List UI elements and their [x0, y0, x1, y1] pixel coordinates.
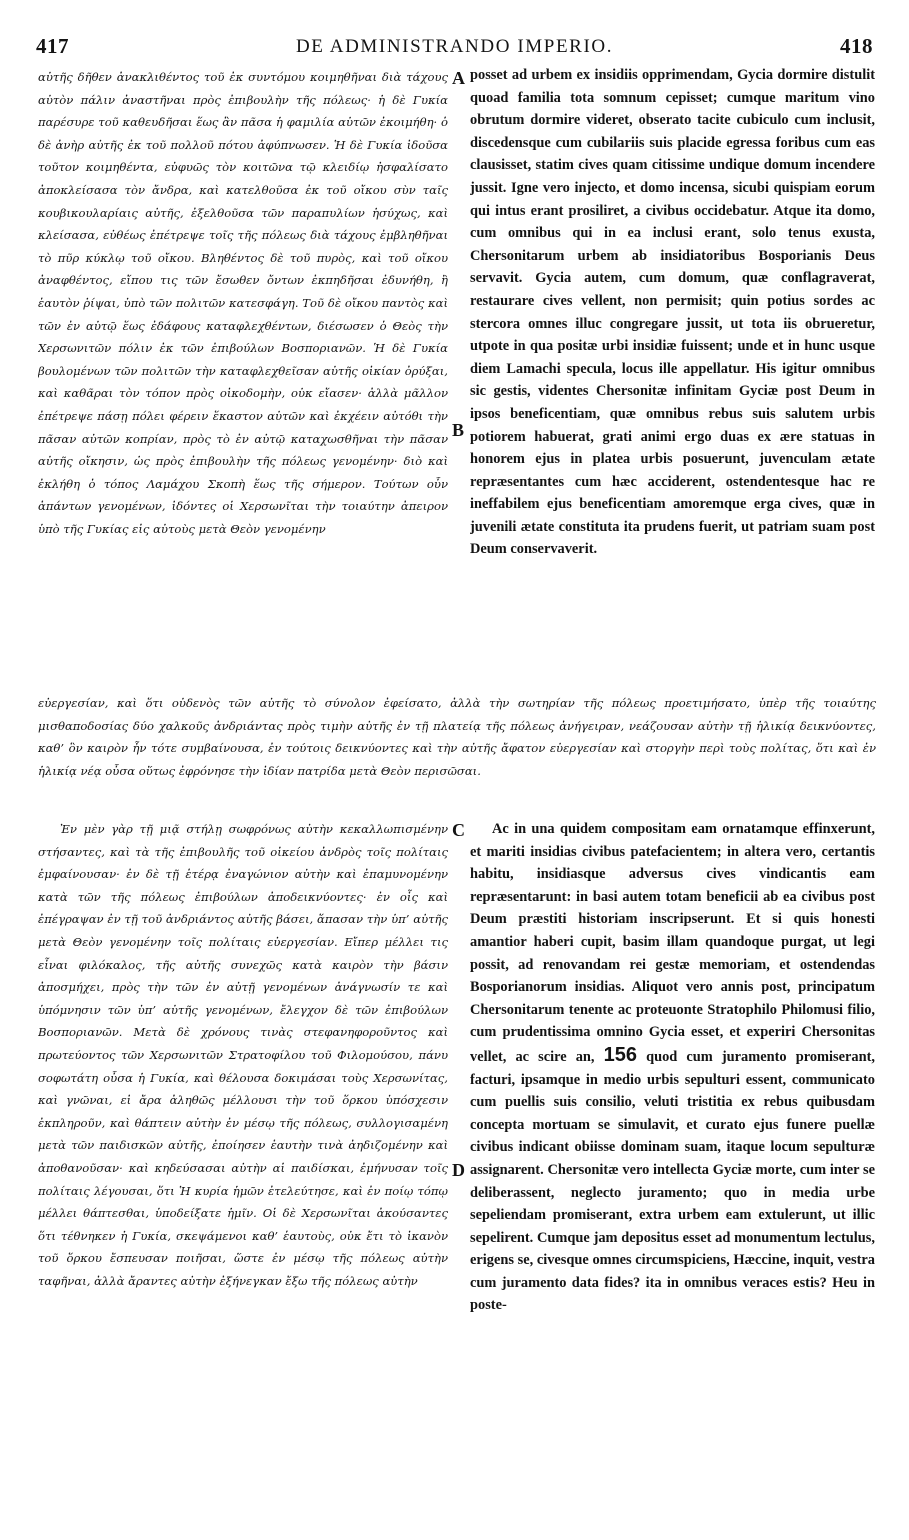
latin-text-before-number: Ac in una quidem compositam eam ornatamque effinxerunt, et mariti insidias civibus patefacientem; in altera vero, certantis habitu, insidiasque adversus cives vindicantis eam repræsentarunt: in basi autem totam beneficii ab ea civibus post Deum præstiti historiam inscripserunt. Et si quis honesti amantior haberi cupit, basim illam quandoque purgat, ut legi possit, ad renovandam rei gestæ memoriam, et ostendendas Bosporianorum insidias. Aliquot vero annis post, principatum Chersonitarum tenente ac proteuonte Stratophilo Philomusi filio, cum prudentissima omnino Gycia esset, et experiri Chersonitas vellet, ac scire an,	[470, 821, 875, 1065]
greek-column-top	[38, 66, 448, 686]
running-title: DE ADMINISTRANDO IMPERIO.	[295, 36, 614, 57]
greek-paragraph-2: Ἐν μὲν γὰρ τῇ μιᾷ στήλῃ σωφρόνως αὐτὴν κεκαλλωπισμένην στήσαντες, καὶ τὰ τῆς ἐπιβουλῆς τοῦ οἰκείου ἀνδρὸς τοῖς πολίταις ἐμφαίνουσαν· ἐν δὲ τῇ ἑτέρᾳ ἐναγώνιον αὐτὴν καὶ ἐπαμυνομένην κατὰ τῶν τῆς πόλεως ἐπιβούλων ἀποδεικνύοντες· ἐν οἷς καὶ ἐπέγραψαν ἐν τῇ τοῦ ἀνδριάντος αὐτῆς βάσει, ἅπασαν τὴν ὑπ’ αὐτῆς μετὰ Θεὸν γενομένην τοῖς πολίταις εὐεργεσίαν. Εἴπερ μέλλει τις εἶναι φιλόκαλος, τῆς αὐτῆς συνεχῶς κατὰ καιρὸν τὴν βάσιν ἀποσμήχει, πρὸς τὴν τῶν ἐν αὐτῇ γενομένων ἀνάγνωσίν τε καὶ ὑπόμνησιν τῶν ὑπ’ αὐτῆς γενομένων, ἔλεγχον δὲ τῶν ἐπιβούλων Βοσποριανῶν. Μετὰ δὲ χρόνους τινὰς στεφανηφοροῦντος καὶ πρωτεύοντος τῶν Χερσωνιτῶν Στρατοφίλου τοῦ Φιλομούσου, πάνυ σοφωτάτη οὖσα ἡ Γυκία, καὶ θέλουσα δοκιμάσαι τοὺς Χερσωνίτας, καὶ γνῶναι, εἰ ἄρα ἀληθῶς μέλλουσι τὴν τοῦ ὅρκου ὑπόσχεσιν ἐκπληροῦν, καὶ θάπτειν αὐτὴν ἐν μέσῳ τῆς πόλεως, συλλογισαμένη μετὰ τῶν παιδισκῶν αὐτῆς, ἐποίησεν ἑαυτὴν τινὰ ἀηδιζομένην καὶ ἀποθανοῦσαν· καὶ κηδεύσασαι αὐτὴν αἱ παιδίσκαι, ἐμήνυσαν τοῖς πολίταις λέγουσαι, ὅτι Ἡ κυρία ἡμῶν ἐτελεύτησε, καὶ ἐν ποίῳ τόπῳ μέλλει θάπτεσθαι, ὑποδείξατε ἡμῖν. Οἱ δὲ Χερσωνῖται ἀκούσαντες ὅτι τέθνηκεν ἡ Γυκία, σκεψάμενοι καθ’ ἑαυτοὺς, οὐκ ἔτι τὸ ἱκανὸν τοῦ ὅρκου ἔσπευσαν ποιῆσαι, ὥστε ἐν μέσῳ τῆς πόλεως αὐτὴν ταφῆναι, ἀλλὰ ἄραντες αὐτὴν ἐξήνεγκαν ἔξω τῆς πόλεως αὐτὴν	[38, 822, 448, 1288]
latin-column-bottom	[470, 818, 875, 1518]
greek-paragraph: αὐτῆς δῆθεν ἀνακλιθέντος τοῦ ἐκ συντόμου κοιμηθῆναι διὰ τάχους αὐτὸν πάλιν ἀναστῆναι πρὸς ἐπιβουλὴν τῆς πόλεως· ἡ δὲ Γυκία παρέσυρε τοῦ καθευδῆσαι ἕως ἂν πᾶσα ἡ φαμιλία αὐτῶν ἐκοιμήθη· ὁ δὲ ἀνὴρ αὐτῆς ἐκ τοῦ πολλοῦ πότου ἀφύπνωσεν. Ἡ δὲ Γυκία ἰδοῦσα τοῦτον κοιμηθέντα, εὐφυῶς τὸν κοιτῶνα τῷ κλειδίῳ ἠσφαλίσατο ἀποκλείσασα τὸν ἄνδρα, καὶ κατελθοῦσα ἐκ τοῦ οἴκου σὺν ταῖς κουβικουλαρίαις αὐτῆς, ἐξελθοῦσα τῶν παραπυλίων ἡσύχως, καὶ κλείσασα, εὐθέως ἐπέτρεψε τοῖς τῆς πόλεως διὰ τάχους ἐμβληθῆναι τὸ πῦρ κύκλῳ τοῦ οἴκου. Βληθέντος δὲ τοῦ πυρὸς, καὶ τοῦ οἴκου ἀναφθέντος, εἴπου τις τῶν ἔσωθεν ὄντων ἐκπηδῆσαι ἐδυνήθη, ἢ ἑαυτὸν ῥίψαι, ὑπὸ τῶν πολιτῶν κατεσφάγη. Τοῦ δὲ οἴκου παντὸς καὶ τῶν ἐν αὐτῷ ἕως ἐδάφους καταφλεχθέντων, διέσωσεν ὁ Θεὸς τὴν Χερσωνιτῶν πόλιν ἐκ τῶν ἐπιβούλων Βοσποριανῶν. Ἡ δὲ Γυκία βουλομένων τῶν πολιτῶν τὴν καταφλεχθεῖσαν αὐτῆς οἰκίαν ὀρύξαι, καὶ καθᾶραι τὸν τόπον πρὸς οἰκοδομὴν, οὐκ εἴασεν· ἀλλὰ μᾶλλον ἐπέτρεψε πάσῃ πόλει φέρειν ἕκαστον αὐτῶν καὶ ἐκχέειν αὐτόθι τὴν πᾶσαν αὐτῶν κοπρίαν, πρὸς τὸ ἐν αὐτῷ καταχωσθῆναι τὴν πᾶσαν αὐτῆς οἴκησιν, ὡς πρὸς ἐπιβουλὴν τῆς πόλεως γενομένην· διὸ καὶ ἐκλήθη ὁ τόπος Λαμάχου Σκοπὴ ἕως τῆς σήμερον. Τούτων οὖν ἁπάντων γενομένων, ἰδόντες οἱ Χερσωνῖται τὴν τοιαύτην ἀπειρον ὑπὸ τῆς Γυκίας εἰς αὐτοὺς μετὰ Θεὸν γενομένην	[38, 70, 448, 536]
margin-marker-a: A	[452, 68, 465, 88]
latin-paragraph: posset ad urbem ex insidiis opprimendam, Gycia dormire distulit quoad familia tota somnum cepisset; cumque maritum vino obrutum dormire videret, obserato tacite cubiculo cum inclusit, discedensque cum cubilariis suis placide egressa foribus cum eas clausisset, statim cives quam citissime undique domum incendere jussit. Igne vero injecto, et domo incensa, sicubi quispiam eorum qui intus erant prosiliret, a civibus occidebatur. Atque ita domo, cum omnibus qui in ea inclusi erant, solo tenus exusta, Chersonitarum urbem ab insidiatoribus Bosporianis Deus servavit. Gycia autem, cum domum, quæ conflagraverat, restaurare cives vellent, non permisit; quin potius sordes ac stercora omnes illuc congregare jussit, ut tota iis obrueretur, utpote in qua positæ urbi insidiæ fuissent; unde et in hunc usque diem Lamachi specula, locus ille appellatur. His igitur omnibus sic gestis, videntes Chersonitæ infinitam Gyciæ post Deum in ipsos beneficentiam, quæ omnibus rebus suis salutem urbis potiorem habuerat, grati animi ergo duas ex ære statuas in honorem ejus in platea urbis posuerunt, juvenculam ætate repræsentantes cum hæc acciderent, ostendentesque hac re ineffabilem ejus beneficentiam amoremque erga cives, quæ in juvenili ætate constituta ita prudens fuerit, ut patriam suam post Deum conservaverit.	[470, 67, 875, 558]
margin-marker-b: B	[452, 420, 465, 440]
latin-column-top	[470, 64, 875, 688]
column-number-156: 156	[603, 1043, 637, 1066]
page-number-left: 417	[36, 34, 69, 58]
running-header	[30, 30, 879, 64]
margin-marker-c: C	[452, 820, 465, 840]
page-number-right: 418	[840, 34, 873, 58]
greek-full-width	[38, 692, 876, 814]
greek-full-paragraph: εὐεργεσίαν, καὶ ὅτι οὐδενὸς τῶν αὐτῆς τὸ σύνολον ἐφείσατο, ἀλλὰ τὴν σωτηρίαν τῆς πόλεως προετιμήσατο, ὑπὲρ τῆς τοιαύτης μισθαποδοσίας δύο χαλκοῦς ἀνδριάντας πρὸς τιμὴν αὐτῆς ἐν τῇ πλατείᾳ τῆς πόλεως ἀνήγειραν, νεάζουσαν αὐτὴν τῇ ἡλικίᾳ δεικνύοντες, καθ’ ὃν καιρὸν ἦν τότε συμβαίνουσα, ἐν τούτοις δεικνύοντες καὶ τὴν αὐτῆς ἄφατον εὐεργεσίαν καὶ στοργὴν περὶ τοὺς πολίτας, ὅτι καὶ ἐν ἡλικίᾳ νέᾳ οὖσα οὕτως ἐφρόνησε τὴν ἰδίαν πατρίδα μετὰ Θεὸν περισῶσαι.	[38, 696, 876, 778]
latin-paragraph-2	[470, 818, 875, 1317]
latin-text-after-number: quod cum juramento promiserant, facturi, ipsamque in medio urbis sepulturi essent, communicato cum puellis suis consilio, veluti tristitia ex rebus quibusdam concepta mortuam se simulavit, et curato ejus funere puellæ civibus indicant obiisse dominam suam, itaque locum sepulturæ assignarent. Chersonitæ vero intellecta Gyciæ morte, cum inter se deliberassent, neglecto juramento; quo in media urbe sepeliendam promiserant, extra urbem eam extulerunt, ut illic sepelirent. Cumque jam depositus esset ad monumentum lectulus, erigens se, civesque omnes circumspiciens, Hæccine, inquit, vestra cum juramento data fides? ita in omnibus veraces estis? Heu in poste-	[470, 1048, 875, 1314]
margin-marker-d: D	[452, 1160, 465, 1180]
greek-column-bottom	[38, 818, 448, 1518]
